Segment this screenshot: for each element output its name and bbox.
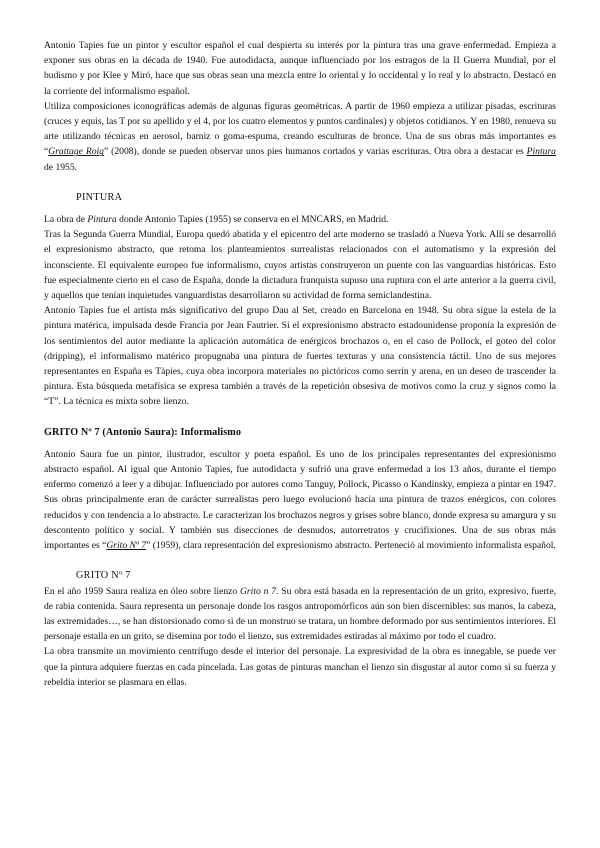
spacer [44, 440, 556, 447]
section-heading-grito: GRITO Nº 7 (Antonio Saura): Informalismo [44, 426, 242, 438]
intro-paragraph-2: Utiliza composiciones iconográficas además de algunas figuras geométricas. A partir de 1960 empieza a utilizar pisadas, escrituras (cruces y equis, las T por su apellido y el 4, por los cuatro elementos y puntos cardinales) y objetos cotidianos. Y en 1980, renueva su arte utilizando técnicas en aerosol, barniz o goma-espuma, creando esculturas de bronce. Una de sus obras más importantes es “Grattage Roig” (2008), donde se pueden observar unos pies humanos cortados y varias escrituras. Otra obra a destacar es Pintura de 1955. [44, 100, 556, 173]
pintura-paragraph-2: Tras la Segunda Guerra Mundial, Europa quedó abatida y el epicentro del arte moderno se trasladó a Nueva York. Allí se desarrolló el expresionismo abstracto, que retoma los planteamientos surrealistas relacionados con el automatismo y la expresión del inconsciente. El equivalente europeo fue informalismo, cuyos artistas construyeron un puente con las vanguardias históricas. Esto fue especialmente cierto en el caso de España, donde la dictadura franquista supuso una ruptura con el arte anterior a la guerra civil, y aquellos que tenían inquietudes vanguardistas desarrollaron su actividad de forma semiclandestina. [44, 229, 556, 302]
intro-paragraph-1: Antonio Tapies fue un pintor y escultor español el cual despierta su interés por la pintura tras una grave enfermedad. Empieza a exponer sus obras en la década de 1940. Fue autodidacta, aunque influenciado por los estragos de la II Guerra Mundial, por el budismo y por Klee y Miró, hace que sus obras sean una mezcla entre lo oriental y lo occidental y lo real y lo abstracto. Destacó en la corriente del informalismo español. [44, 40, 556, 97]
section-heading-grito-7: GRITO Nº 7 [76, 570, 131, 582]
pintura-paragraph-1: La obra de Pintura donde Antonio Tapies (1955) se conserva en el MNCARS, en Madrid. [44, 214, 389, 226]
artwork-link-grattage-roig[interactable]: Grattage Roig [48, 146, 104, 158]
spacer [44, 205, 556, 212]
artwork-title-pintura: Pintura [87, 214, 117, 226]
spacer [44, 553, 556, 568]
artwork-title-grito-n-7: Grito n 7 [240, 585, 277, 597]
spacer [44, 410, 556, 425]
pintura-paragraph-3: Antonio Tapies fue el artista más significativo del grupo Dau al Set, creado en Barcelona en 1948. Su obra sigue la estela de la pintura matérica, impulsada desde Francia por Jean Fautrier. Si el expresionismo abstracto estadounidense proponía la expresión de los sentimientos del autor mediante la aplicación automática de enérgicos brochazos o, en el caso de Pollock, el goteo del color (dripping), el informalismo matérico propugnaba una pintura de fuertes texturas y una consistencia táctil. Uno de sus mejores representantes en España es Tàpies, cuya obra incorpora materiales no pictóricos como serrín y arena, en un deseo de trascender la pintura. Esta búsqueda metafísica se expresa también a través de la repetición obsesiva de motivos como la cruz y signos como la “T”. La técnica es mixta sobre lienzo. [44, 305, 556, 408]
artwork-link-grito-7[interactable]: Grito Nº 7 [106, 540, 147, 552]
grito7-paragraph-2: La obra transmite un movimiento centrífugo desde el interior del personaje. La expresividad de la obra es innegable, se puede ver que la pintura adquiere fuerzas en cada pincelada. Las gotas de pinturas manchan el lienzo sin disgustar al autor como si su fuerza y rebeldía interior se plasmara en ellas. [44, 646, 556, 688]
spacer [44, 175, 556, 190]
grito-paragraph-1: Antonio Saura fue un pintor, ilustrador, escultor y poeta español. Es uno de los principales representantes del expresionismo abstracto español. Al igual que Antonio Tapies, fue autodidacta y sufrió una grave enfermedad a los 13 años, durante el tiempo enfermo comenzó a leer y a dibujar. Influenciado por autores como Tanguy, Pollock, Picasso o Kandinsky, empieza a pintar en 1947. Sus obras principalmente eran de carácter surrealistas pero luego evolucionó hacia una pintura de trazos enérgicos, con colores reducidos y con tendencia a lo abstracto. Le caracterizan los brochazos negros y grises sobre blanco, donde expresa su amargura y su descontento político y social. Y también sus disecciones de desnudos, autorretratos y crucifixiones. Una de sus obras más importantes es “Grito Nº 7” (1959), clara representación del expresionismo abstracto. Perteneció al movimiento informalista español. [44, 448, 556, 552]
artwork-link-pintura[interactable]: Pintura [526, 146, 556, 158]
grito7-paragraph-1: En el año 1959 Saura realiza en óleo sobre lienzo Grito n 7. Su obra está basada en la representación de un grito, expresivo, fuerte, de rabia contenida. Saura representa un personaje donde los rasgos antropomórficos aún son bien discernibles: sus manos, la cabeza, las extremidades…, se han distorsionado como si de un monstruo se tratara, un hombre deformado por sus sentimientos interiores. El personaje estalla en un grito, se disemina por todo el lienzo, sus extremidades estiradas al máximo por todo el cuadro. [44, 585, 556, 643]
section-heading-pintura: PINTURA [76, 191, 123, 203]
